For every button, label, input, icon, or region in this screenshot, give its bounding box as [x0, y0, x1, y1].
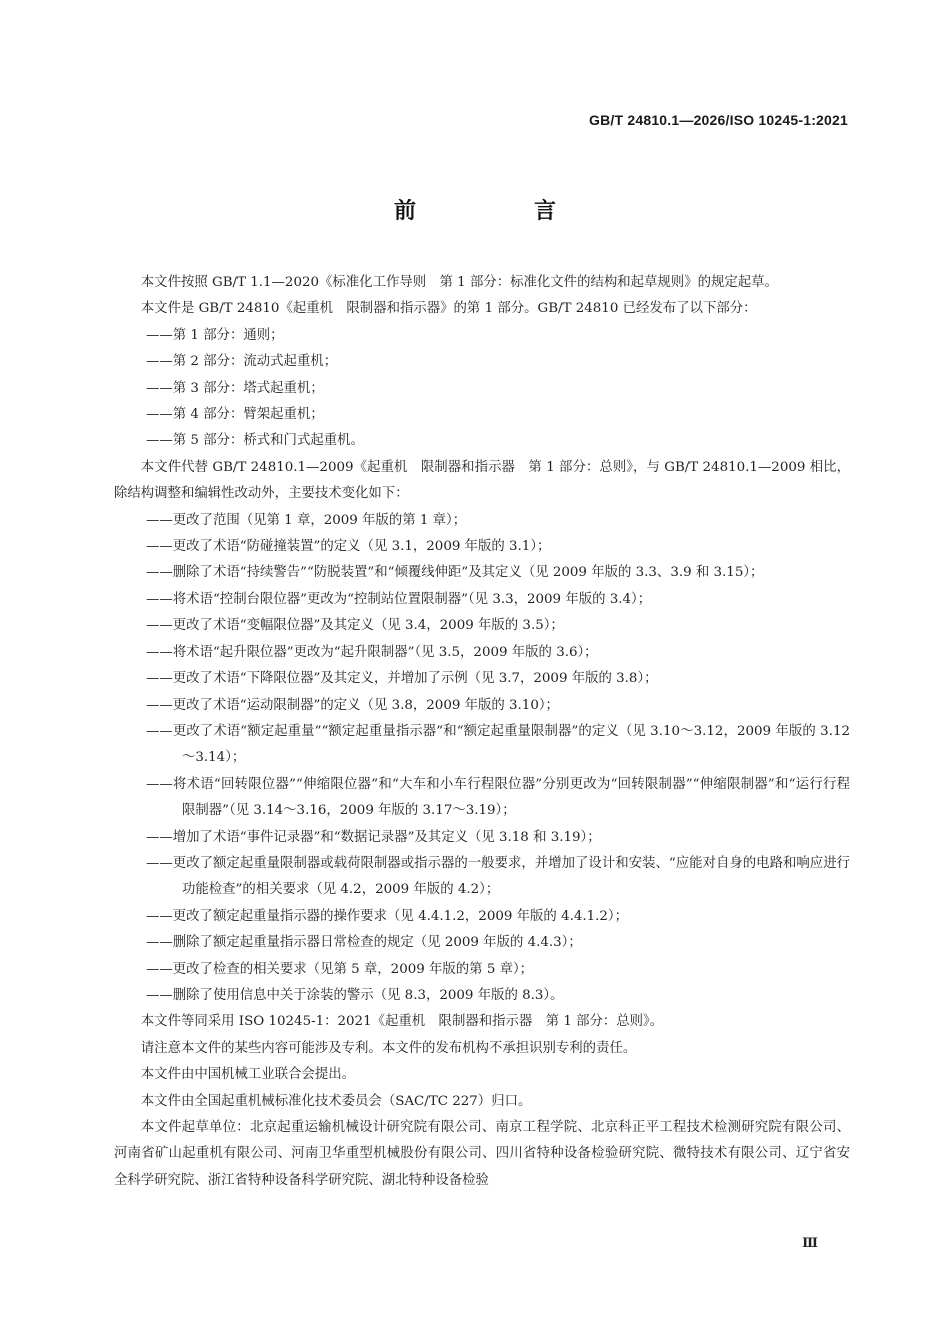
parts-list [114, 323, 850, 455]
paragraph-replacement: 本文件代替 GB/T 24810.1—2009《起重机 限制器和指示器 第 1 部分：总则》，与 GB/T 24810.1—2009 相比，除结构调整和编辑性改动外，主要技术变化如下： [114, 459, 850, 502]
list-item: ——更改了范围（见第 1 章，2009 年版的第 1 章）； [146, 512, 467, 528]
list-item: ——第 4 部分：臂架起重机； [146, 407, 324, 423]
list-item: ——更改了术语“下降限位器”及其定义，并增加了示例（见 3.7，2009 年版的 3.8）； [146, 671, 658, 687]
list-item: ——更改了术语“变幅限位器”及其定义（见 3.4，2009 年版的 3.5）； [146, 618, 564, 634]
list-item: ——更改了术语“额定起重量”“额定起重量指示器”和“额定起重量限制器”的定义（见 3.10～3.12，2009 年版的 3.12～3.14）； [146, 723, 850, 766]
paragraph-proposer: 本文件由中国机械工业联合会提出。 [140, 1067, 356, 1083]
list-item: ——更改了术语“运动限制器”的定义（见 3.8，2009 年版的 3.10）； [146, 697, 559, 713]
list-item: ——更改了额定起重量限制器或载荷限制器或指示器的一般要求，并增加了设计和安装、“应能对自身的电路和响应进行功能检查”的相关要求（见 4.2，2009 年版的 4.2）； [146, 855, 850, 898]
list-item: ——第 5 部分：桥式和门式起重机。 [146, 433, 364, 449]
list-item: ——删除了额定起重量指示器日常检查的规定（见 2009 年版的 4.4.3）； [146, 935, 582, 951]
list-item: ——更改了术语“防碰撞装置”的定义（见 3.1，2009 年版的 3.1）； [146, 539, 551, 555]
list-item: ——第 2 部分：流动式起重机； [146, 354, 338, 370]
page-title: 前 言 [393, 199, 604, 224]
list-item: ——增加了术语“事件记录器”和“数据记录器”及其定义（见 3.18 和 3.19）； [146, 829, 601, 845]
page-number: Ⅲ [802, 1236, 818, 1251]
document-body [114, 270, 850, 1194]
paragraph-iso-adoption: 本文件等同采用 ISO 10245-1：2021《起重机 限制器和指示器 第 1 部分：总则》。 [140, 1014, 664, 1030]
list-item: ——删除了术语“持续警告”“防脱装置”和“倾覆线伸距”及其定义（见 2009 年版的 3.3、3.9 和 3.15）； [146, 565, 764, 581]
paragraph-technical-committee: 本文件由全国起重机械标准化技术委员会（SAC/TC 227）归口。 [140, 1093, 532, 1109]
list-item: ——删除了使用信息中关于涂装的警示（见 8.3，2009 年版的 8.3）。 [146, 987, 564, 1003]
list-item: ——更改了额定起重量指示器的操作要求（见 4.4.1.2，2009 年版的 4.4.1.2）； [146, 908, 628, 924]
changes-list [114, 508, 850, 1010]
list-item: ——将术语“回转限位器”“伸缩限位器”和“大车和小车行程限位器”分别更改为“回转限制器”“伸缩限制器”和“运行行程限制器”（见 3.14～3.16，2009 年版的 3.17～3.19）； [146, 776, 850, 819]
header-standard-code: GB/T 24810.1—2026/ISO 10245-1:2021 [589, 112, 848, 128]
paragraph-drafting-units: 本文件起草单位：北京起重运输机械设计研究院有限公司、南京工程学院、北京科正平工程技术检测研究院有限公司、河南省矿山起重机有限公司、河南卫华重型机械股份有限公司、四川省特种设备检验研究院、微特技术有限公司、辽宁省安全科学研究院、浙江省特种设备科学研究院、湖北特种设备检验 [114, 1120, 850, 1188]
paragraph-drafting-rules: 本文件按照 GB/T 1.1—2020《标准化工作导则 第 1 部分：标准化文件的结构和起草规则》的规定起草。 [140, 275, 778, 290]
paragraph-series-intro: 本文件是 GB/T 24810《起重机 限制器和指示器》的第 1 部分。GB/T 24810 已经发布了以下部分： [140, 301, 757, 317]
list-item: ——更改了检查的相关要求（见第 5 章，2009 年版的第 5 章）； [146, 961, 534, 977]
list-item: ——将术语“起升限位器”更改为“起升限制器”（见 3.5，2009 年版的 3.6）； [146, 644, 598, 660]
list-item: ——将术语“控制台限位器”更改为“控制站位置限制器”（见 3.3，2009 年版的 3.4）； [146, 591, 652, 607]
list-item: ——第 1 部分：通则； [146, 327, 284, 343]
list-item: ——第 3 部分：塔式起重机； [146, 380, 324, 396]
paragraph-patent-notice: 请注意本文件的某些内容可能涉及专利。本文件的发布机构不承担识别专利的责任。 [140, 1040, 637, 1056]
